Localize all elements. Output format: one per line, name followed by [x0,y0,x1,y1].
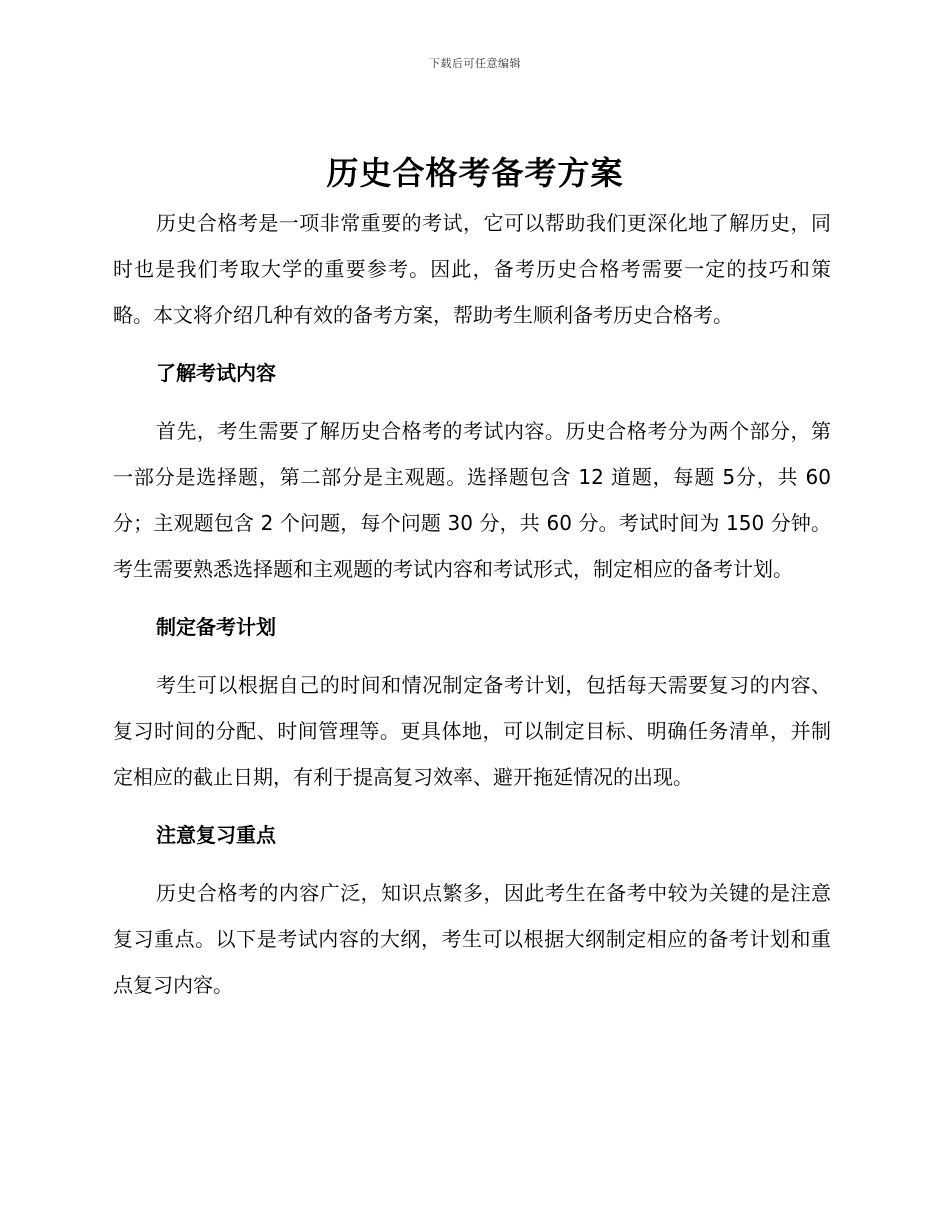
header-note: 下载后可任意编辑 [429,57,521,70]
section-heading-exam-content: 了解考试内容 [156,361,276,385]
section-paragraph-exam-content: 首先，考生需要了解历史合格考的考试内容。历史合格考分为两个部分，第一部分是选择题，第二部分是主观题。选择题包含 12 道题，每题 5分，共 60 分；主观题包含 2 个问题，每个问题 30 分，共 60 分。考试时间为 150 分钟。考生需要熟悉选择题和主观题的考试内容和考试形式，制定相应的备考计划。 [113,419,831,581]
section-paragraph-key-points: 历史合格考的内容广泛，知识点繁多，因此考生在备考中较为关键的是注意复习重点。以下是考试内容的大纲，考生可以根据大纲制定相应的备考计划和重点复习内容。 [113,881,831,997]
document-body [113,200,831,1008]
section-paragraph-study-plan: 考生可以根据自己的时间和情况制定备考计划，包括每天需要复习的内容、复习时间的分配、时间管理等。更具体地，可以制定目标、明确任务清单，并制定相应的截止日期，有利于提高复习效率、避开拖延情况的出现。 [113,673,831,789]
section-heading-study-plan: 制定备考计划 [156,615,276,639]
section-heading-key-points: 注意复习重点 [156,823,276,847]
intro-paragraph: 历史合格考是一项非常重要的考试，它可以帮助我们更深化地了解历史，同时也是我们考取大学的重要参考。因此，备考历史合格考需要一定的技巧和策略。本文将介绍几种有效的备考方案，帮助考生顺利备考历史合格考。 [113,211,831,327]
document-title: 历史合格考备考方案 [326,154,624,192]
